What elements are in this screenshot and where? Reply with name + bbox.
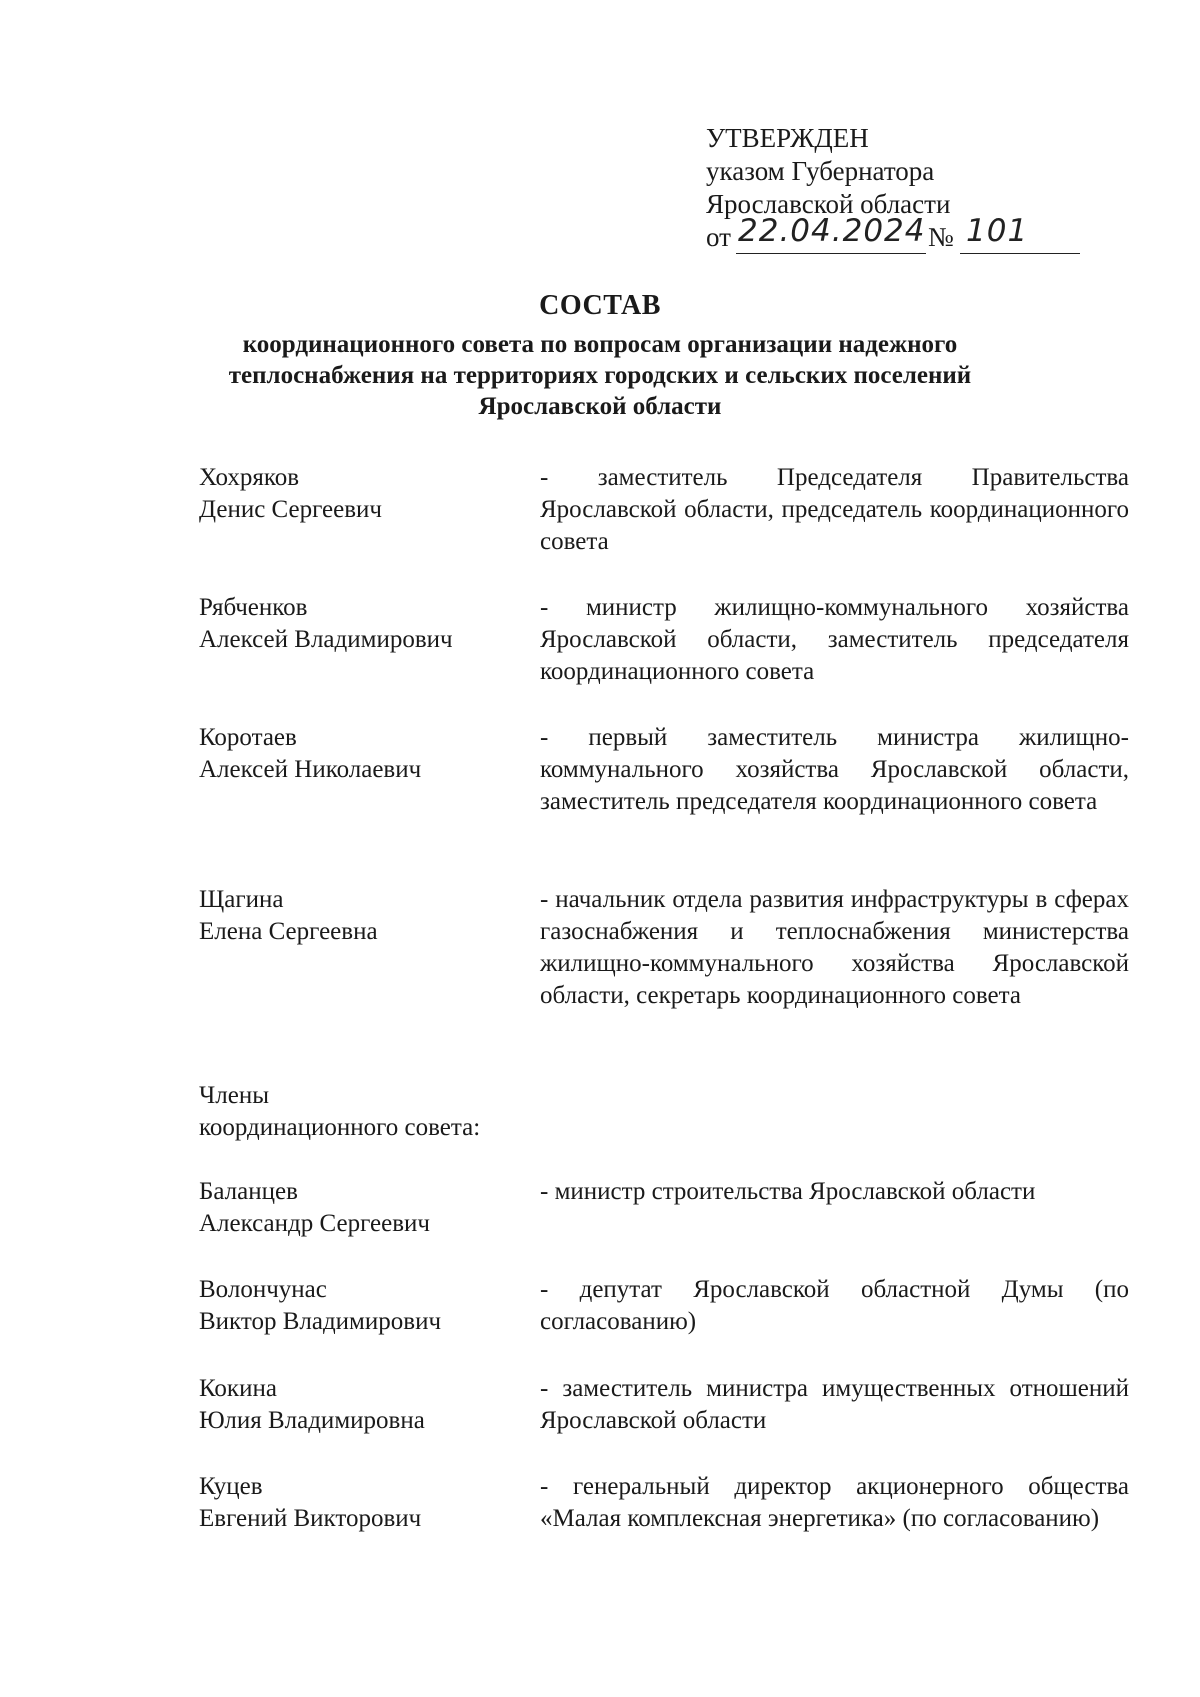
member-role: - министр жилищно-коммунального хозяйства Ярославской области, заместитель председателя координационного совета: [540, 594, 1129, 685]
member-given-name: Алексей Владимирович: [199, 626, 453, 653]
members-section-label: [199, 1080, 480, 1144]
member-given-name: Александр Сергеевич: [199, 1210, 430, 1237]
title-main: СОСТАВ: [539, 290, 661, 321]
member-role: - заместитель министра имущественных отношений Ярославской области: [540, 1375, 1129, 1434]
approval-decree-line: указом Губернатора: [706, 156, 935, 186]
date-underline: [736, 253, 926, 254]
subtitle-line-1: координационного совета по вопросам организации надежного: [242, 331, 958, 358]
member-name: [199, 722, 529, 786]
approval-heading: УТВЕРЖДЕН: [706, 123, 869, 153]
date-prefix: от: [706, 222, 731, 252]
title-subtitle: [140, 329, 1060, 422]
member-name: [199, 462, 529, 526]
member-role: - начальник отдела развития инфраструктуры в сферах газоснабжения и теплоснабжения министерства жилищно-коммунального хозяйства Ярославской области, секретарь координационного совета: [540, 886, 1129, 1009]
subtitle-line-2: теплоснабжения на территориях городских и сельских поселений: [228, 362, 972, 389]
member-role: - генеральный директор акционерного общества «Малая комплексная энергетика» (по согласованию): [540, 1473, 1129, 1532]
member-role: - министр строительства Ярославской области: [540, 1178, 1036, 1205]
number-sign: №: [928, 222, 954, 252]
number-underline: [960, 253, 1080, 254]
document-title: [140, 288, 1060, 422]
member-given-name: Виктор Владимирович: [199, 1308, 442, 1335]
approval-region-line: Ярославской области: [706, 189, 951, 219]
member-given-name: Денис Сергеевич: [199, 496, 383, 523]
member-name: [199, 1176, 529, 1240]
member-given-name: Евгений Викторович: [199, 1505, 422, 1532]
member-surname: Щагина: [199, 886, 284, 913]
member-name: [199, 1274, 529, 1338]
member-surname: Кокина: [199, 1375, 277, 1402]
member-role: - заместитель Председателя Правительства Ярославской области, председатель координационного совета: [540, 464, 1129, 555]
member-surname: Рябченков: [199, 594, 308, 621]
handwritten-number: 101: [966, 213, 1029, 249]
member-surname: Хохряков: [199, 464, 300, 491]
handwritten-date: 22.04.2024: [738, 213, 926, 249]
subtitle-line-3: Ярославской области: [478, 393, 722, 420]
member-name: [199, 592, 529, 656]
member-surname: Волончунас: [199, 1276, 327, 1303]
member-given-name: Алексей Николаевич: [199, 756, 422, 783]
member-surname: Баланцев: [199, 1178, 298, 1205]
member-name: [199, 884, 529, 948]
member-surname: Куцев: [199, 1473, 263, 1500]
members-label-line-1: Члены: [199, 1082, 269, 1109]
approval-stamp: [706, 122, 1029, 254]
approval-date-line: [706, 213, 1029, 254]
member-surname: Коротаев: [199, 724, 297, 751]
member-name: [199, 1373, 529, 1437]
member-given-name: Елена Сергеевна: [199, 918, 378, 945]
members-label-line-2: координационного совета:: [199, 1114, 481, 1141]
member-name: [199, 1471, 529, 1535]
member-given-name: Юлия Владимировна: [199, 1407, 425, 1434]
member-role: - первый заместитель министра жилищно-коммунального хозяйства Ярославской области, заместитель председателя координационного совета: [540, 724, 1129, 815]
member-role: - депутат Ярославской областной Думы (по согласованию): [540, 1276, 1129, 1335]
